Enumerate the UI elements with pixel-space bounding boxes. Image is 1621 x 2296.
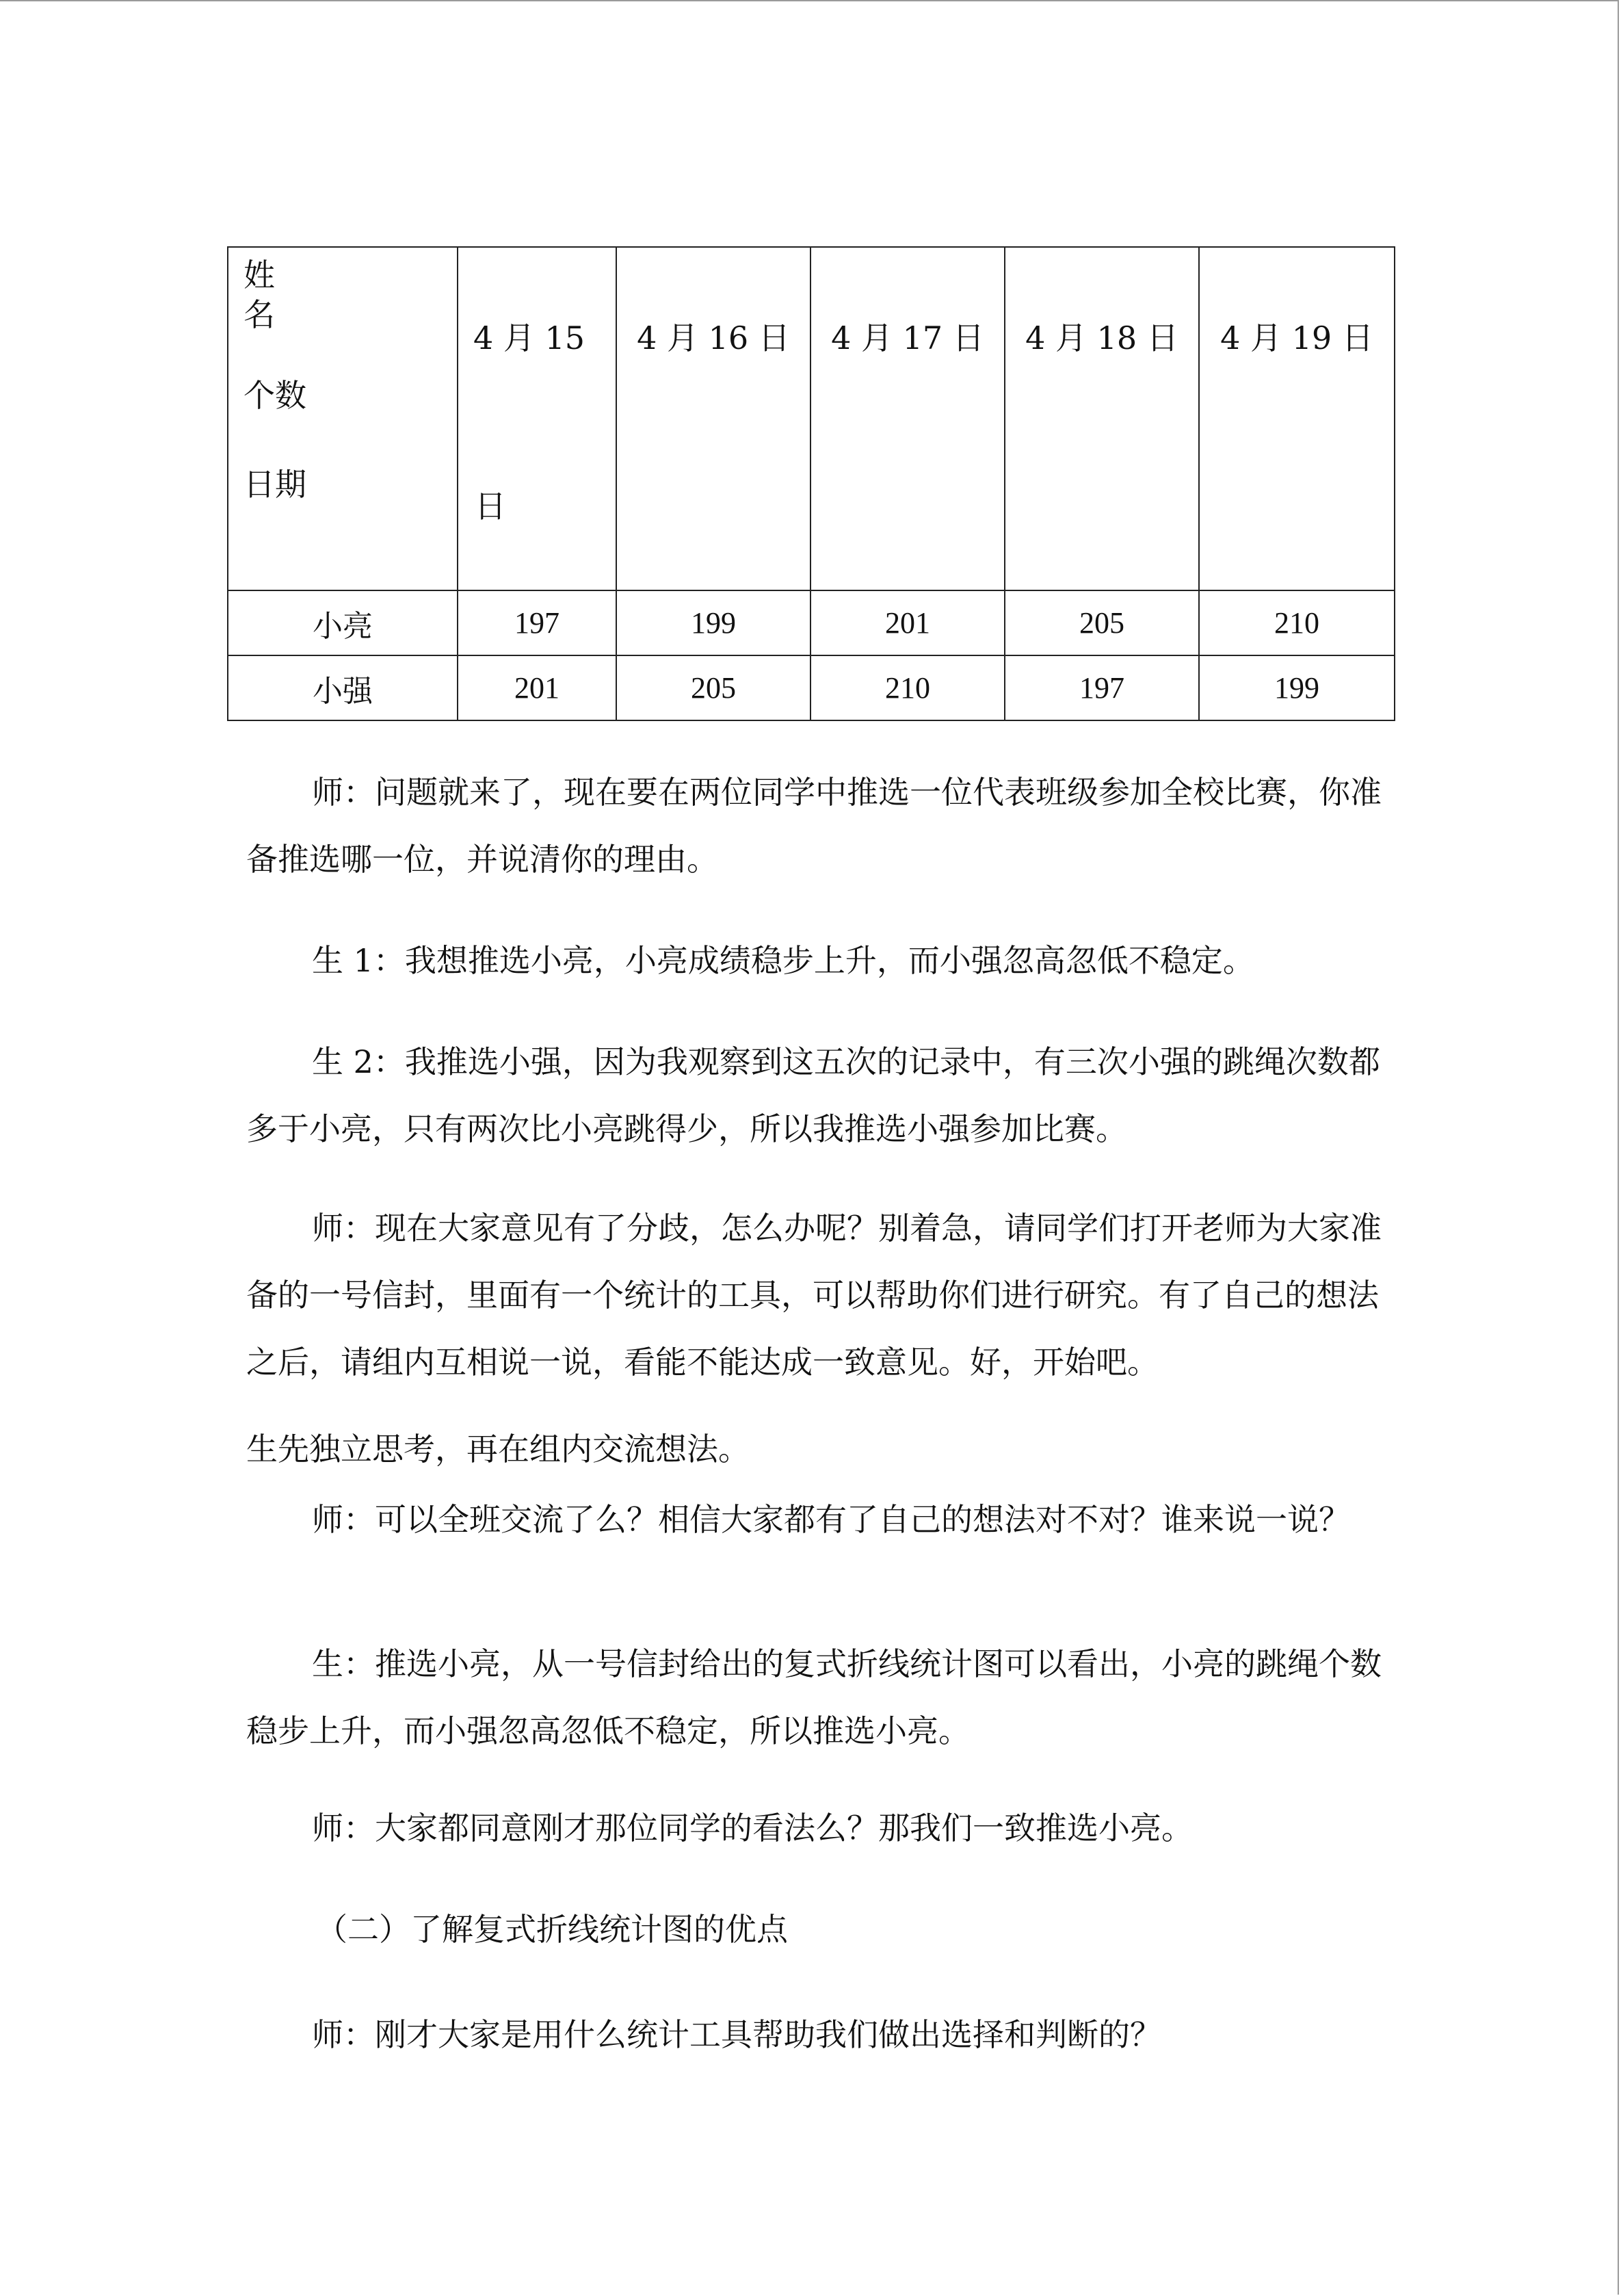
dialogue-paragraph: 师：现在大家意见有了分歧，怎么办呢？别着急，请同学们打开老师为大家准备的一号信封，里面有一个统计的工具，可以帮助你们进行研究。有了自己的想法之后，请组内互相说一说，看能不能达成一致意见。好，开始吧。 <box>246 1210 1382 1381</box>
student-name-cell: 小亮 <box>228 590 458 655</box>
date-header-cell <box>1005 247 1199 590</box>
date-header-cell <box>458 247 616 590</box>
corner-label: 姓 <box>243 257 275 293</box>
date-label: 4 月 18 日 <box>1025 319 1178 356</box>
date-label-wrap: 日 <box>475 488 506 525</box>
count-cell: 199 <box>1199 655 1395 720</box>
corner-label: 个数 <box>243 377 306 414</box>
dialogue-paragraph: 生 1：我想推选小亮，小亮成绩稳步上升，而小强忽高忽低不稳定。 <box>312 942 1254 979</box>
count-cell: 201 <box>810 590 1005 655</box>
count-cell: 205 <box>616 655 810 720</box>
count-cell: 197 <box>458 590 616 655</box>
date-label: 4 月 19 日 <box>1220 319 1373 356</box>
dialogue-paragraph: 生先独立思考，再在组内交流想法。 <box>246 1431 750 1467</box>
date-label: 4 月 17 日 <box>831 319 984 356</box>
dialogue-paragraph: 师：问题就来了，现在要在两位同学中推选一位代表班级参加全校比赛，你准备推选哪一位，并说清你的理由。 <box>246 774 1382 878</box>
dialogue-paragraph: 师：大家都同意刚才那位同学的看法么？那我们一致推选小亮。 <box>312 1810 1193 1847</box>
table-header-row <box>228 247 1395 590</box>
date-label: 4 月 15 <box>473 319 585 356</box>
date-header-cell <box>1199 247 1395 590</box>
count-cell: 210 <box>810 655 1005 720</box>
dialogue-paragraph: 生 2：我推选小强，因为我观察到这五次的记录中，有三次小强的跳绳次数都多于小亮，只有两次比小亮跳得少，所以我推选小强参加比赛。 <box>246 1043 1380 1147</box>
count-cell: 199 <box>616 590 810 655</box>
date-header-cell <box>810 247 1005 590</box>
table-row <box>228 590 1395 655</box>
section-heading: （二）了解复式折线统计图的优点 <box>316 1911 788 1948</box>
dialogue-paragraph: 师：可以全班交流了么？相信大家都有了自己的想法对不对？谁来说一说？ <box>312 1501 1350 1538</box>
count-cell: 205 <box>1005 590 1199 655</box>
student-name-cell: 小强 <box>228 655 458 720</box>
corner-label: 名 <box>243 296 275 333</box>
dialogue-paragraph: 生：推选小亮，从一号信封给出的复式折线统计图可以看出，小亮的跳绳个数稳步上升，而小强忽高忽低不稳定，所以推选小亮。 <box>246 1645 1382 1749</box>
count-cell: 210 <box>1199 590 1395 655</box>
corner-label: 日期 <box>243 466 306 503</box>
date-header-cell <box>616 247 810 590</box>
count-cell: 197 <box>1005 655 1199 720</box>
table-row <box>228 655 1395 720</box>
date-label: 4 月 16 日 <box>637 319 790 356</box>
header-corner-cell <box>228 247 458 590</box>
count-cell: 201 <box>458 655 616 720</box>
dialogue-paragraph: 师：刚才大家是用什么统计工具帮助我们做出选择和判断的？ <box>312 2016 1161 2053</box>
jump-rope-table <box>227 246 1395 721</box>
